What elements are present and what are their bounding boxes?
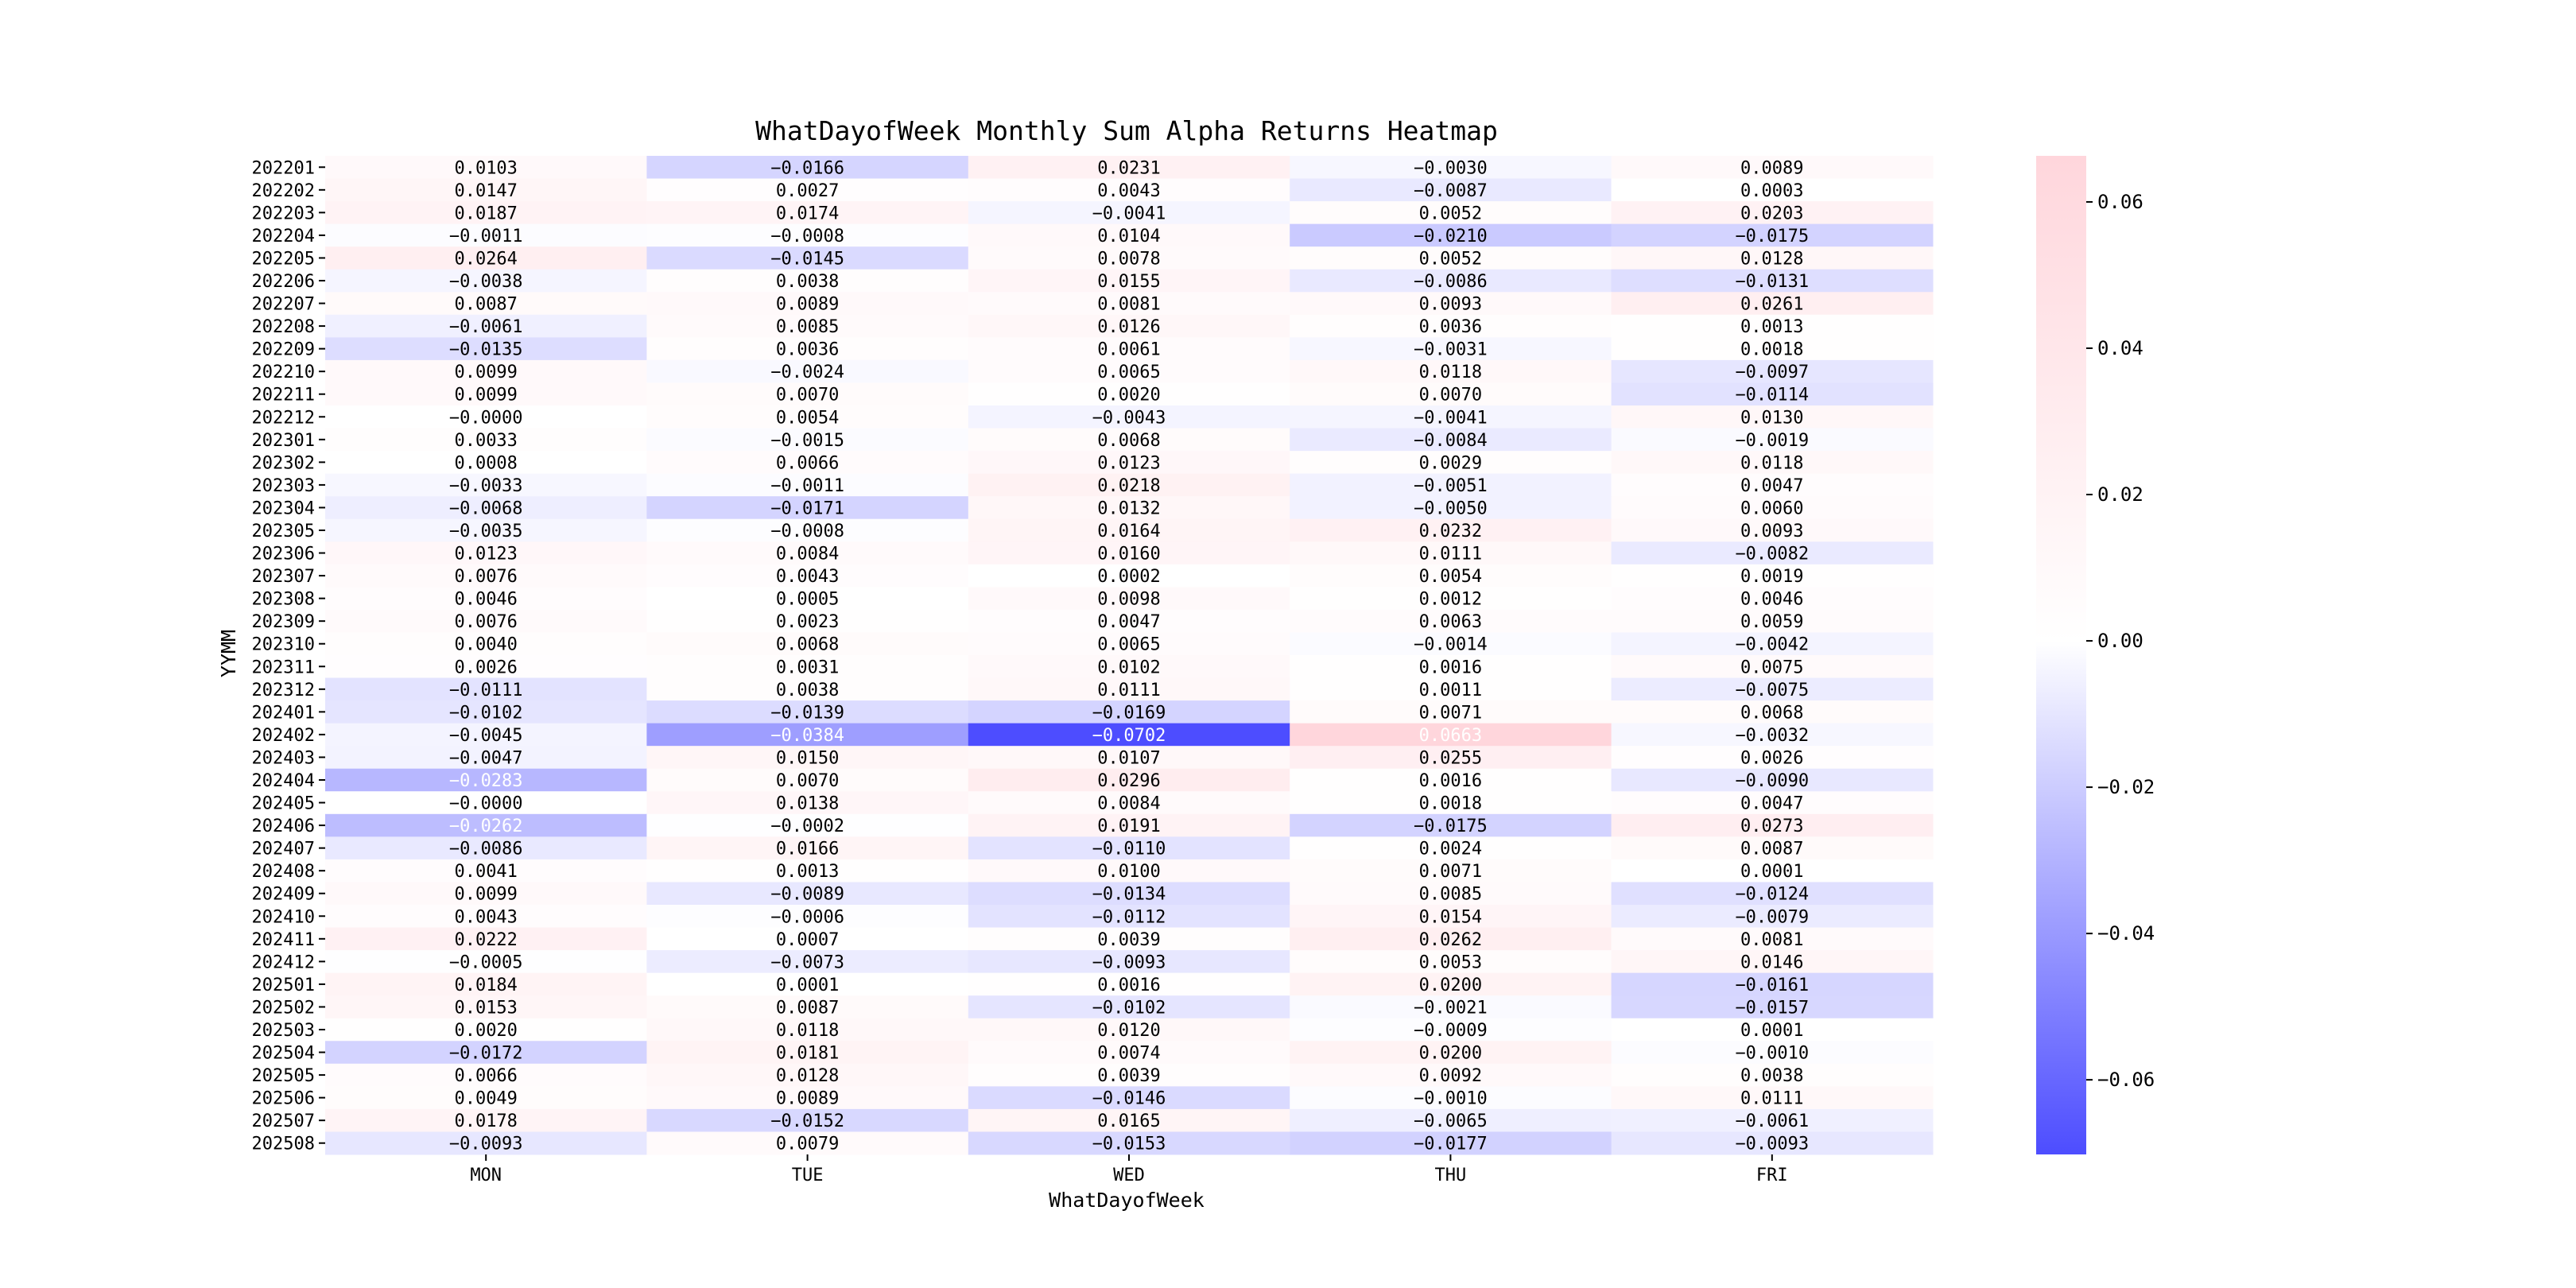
heatmap-cell-label: −0.0112 — [1092, 907, 1166, 928]
heatmap-cell-label: 0.0002 — [1097, 567, 1161, 588]
heatmap-cell-label: 0.0066 — [775, 453, 840, 474]
heatmap-cell-label: 0.0068 — [775, 634, 840, 655]
heatmap-cell-label: −0.0043 — [1092, 408, 1166, 429]
heatmap-cell-label: −0.0015 — [770, 430, 844, 451]
heatmap-cell-label: 0.0012 — [1418, 589, 1483, 610]
heatmap-cell-label: 0.0130 — [1740, 408, 1804, 429]
heatmap-cell-label: 0.0068 — [1740, 703, 1804, 724]
heatmap-cell-label: 0.0087 — [1740, 839, 1804, 859]
heatmap-cell-label: −0.0047 — [448, 748, 523, 769]
heatmap-cell-label: −0.0030 — [1414, 158, 1488, 179]
heatmap-cell-label: 0.0026 — [1740, 748, 1804, 769]
colorbar-tick-label: −0.02 — [2097, 776, 2155, 799]
y-tick-label: 202312 — [251, 680, 315, 700]
heatmap-cell-label: −0.0000 — [448, 408, 523, 429]
heatmap-cell-label: −0.0110 — [1092, 839, 1166, 859]
heatmap-cell-label: 0.0296 — [1097, 771, 1161, 791]
heatmap-cell-label: −0.0124 — [1735, 884, 1810, 905]
heatmap-cell-label: 0.0663 — [1418, 725, 1483, 746]
y-tick-label: 202310 — [251, 634, 315, 655]
heatmap-cell-label: 0.0078 — [1097, 249, 1161, 270]
heatmap-cell-label: 0.0128 — [775, 1066, 840, 1087]
heatmap-cell-label: 0.0049 — [454, 1088, 518, 1109]
y-tick-label: 202209 — [251, 339, 315, 360]
heatmap-cell-label: 0.0084 — [1097, 793, 1161, 814]
y-tick-label: 202411 — [251, 929, 315, 950]
heatmap-cell-label: −0.0093 — [1735, 1134, 1810, 1154]
heatmap-cell-label: 0.0053 — [1418, 952, 1483, 973]
x-tick-label: FRI — [1755, 1166, 1788, 1185]
heatmap-cell-label: 0.0089 — [775, 294, 840, 315]
heatmap-cell-label: 0.0111 — [1740, 1088, 1804, 1109]
y-axis-ticks — [252, 158, 325, 1154]
y-tick-label: 202211 — [251, 385, 315, 405]
y-tick-label: 202503 — [251, 1021, 315, 1041]
y-tick-label: 202301 — [251, 430, 315, 451]
colorbar-ticks — [2086, 191, 2155, 1091]
heatmap-cell-label: 0.0111 — [1097, 680, 1161, 700]
heatmap-cell-label: 0.0128 — [1740, 249, 1804, 270]
heatmap-cell-label: 0.0146 — [1740, 952, 1804, 973]
heatmap-cell-label: 0.0033 — [454, 430, 518, 451]
heatmap-cell-label: 0.0060 — [1740, 499, 1804, 519]
y-tick-label: 202508 — [251, 1134, 315, 1154]
heatmap-cell-label: −0.0283 — [448, 771, 523, 791]
heatmap-cell-label: 0.0001 — [775, 975, 840, 995]
heatmap-cell-label: 0.0054 — [1418, 567, 1483, 588]
heatmap-cell-label: 0.0066 — [454, 1066, 518, 1087]
heatmap-cell-label: −0.0111 — [448, 680, 523, 700]
heatmap-cell-label: −0.0161 — [1735, 975, 1810, 995]
y-tick-label: 202504 — [251, 1043, 315, 1064]
y-tick-label: 202203 — [251, 204, 315, 224]
heatmap-cell-label: 0.0153 — [454, 998, 518, 1018]
heatmap-cell-label: −0.0073 — [770, 952, 844, 973]
heatmap-cell-label: 0.0046 — [1740, 589, 1804, 610]
heatmap-cell-label: −0.0061 — [448, 317, 523, 338]
heatmap-cell-label: −0.0005 — [448, 952, 523, 973]
heatmap-cell-label: 0.0118 — [1418, 363, 1483, 383]
heatmap-cell-label: −0.0384 — [770, 725, 844, 746]
y-tick-label: 202502 — [251, 998, 315, 1018]
heatmap-cell-label: 0.0074 — [1097, 1043, 1161, 1064]
chart-title: WhatDayofWeek Monthly Sum Alpha Returns Heatmap — [755, 115, 1498, 146]
colorbar-tick-label: −0.04 — [2097, 922, 2155, 945]
heatmap-cell-label: 0.0231 — [1097, 158, 1161, 179]
y-tick-label: 202306 — [251, 544, 315, 564]
heatmap-cell-label: 0.0039 — [1097, 1066, 1161, 1087]
heatmap-cell-label: −0.0093 — [448, 1134, 523, 1154]
heatmap-cell-label: −0.0177 — [1414, 1134, 1488, 1154]
heatmap-cell-label: 0.0107 — [1097, 748, 1161, 769]
y-tick-label: 202309 — [251, 612, 315, 633]
heatmap-cell-label: 0.0085 — [775, 317, 840, 338]
heatmap-cell-label: 0.0008 — [454, 453, 518, 474]
y-tick-label: 202505 — [251, 1066, 315, 1087]
heatmap-cell-label: −0.0166 — [770, 158, 844, 179]
heatmap-cell-label: 0.0029 — [1418, 453, 1483, 474]
heatmap-cell-label: 0.0026 — [454, 658, 518, 678]
heatmap-cell-label: 0.0089 — [775, 1088, 840, 1109]
heatmap-cell-label: −0.0082 — [1735, 544, 1810, 564]
heatmap-cell-label: 0.0047 — [1097, 612, 1161, 633]
heatmap-cell-label: 0.0024 — [1418, 839, 1483, 859]
heatmap-cell-label: −0.0131 — [1735, 272, 1810, 292]
x-axis-label: WhatDayofWeek — [1049, 1189, 1205, 1212]
heatmap-cell-label: −0.0171 — [770, 499, 844, 519]
heatmap-cell-label: 0.0071 — [1418, 703, 1483, 724]
heatmap-cell-label: 0.0150 — [775, 748, 840, 769]
heatmap-cell-label: 0.0061 — [1097, 339, 1161, 360]
heatmap-cell-label: 0.0085 — [1418, 884, 1483, 905]
heatmap-cell-label: 0.0040 — [454, 634, 518, 655]
heatmap-cell-label: 0.0070 — [1418, 385, 1483, 405]
heatmap-cell-label: 0.0099 — [454, 363, 518, 383]
colorbar-tick-label: 0.02 — [2097, 483, 2143, 506]
heatmap-cell-label: 0.0111 — [1418, 544, 1483, 564]
y-tick-label: 202406 — [251, 817, 315, 837]
heatmap-cell-label: 0.0262 — [1418, 929, 1483, 950]
heatmap-cell-label: 0.0147 — [454, 180, 518, 201]
y-tick-label: 202501 — [251, 975, 315, 995]
y-tick-label: 202405 — [251, 793, 315, 814]
heatmap-cell-label: 0.0123 — [1097, 453, 1161, 474]
y-tick-label: 202304 — [251, 499, 315, 519]
heatmap-cell-label: −0.0114 — [1735, 385, 1810, 405]
heatmap-cell-label: −0.0006 — [770, 907, 844, 928]
heatmap-cell-label: 0.0016 — [1418, 658, 1483, 678]
heatmap-cell-label: −0.0102 — [448, 703, 523, 724]
heatmap-cell-label: −0.0065 — [1414, 1111, 1488, 1132]
heatmap-cell-label: 0.0126 — [1097, 317, 1161, 338]
heatmap-cell-label: 0.0166 — [775, 839, 840, 859]
heatmap-cell-label: 0.0203 — [1740, 204, 1804, 224]
heatmap-cell-label: −0.0086 — [1414, 272, 1488, 292]
heatmap-cell-label: −0.0153 — [1092, 1134, 1166, 1154]
y-tick-label: 202403 — [251, 748, 315, 769]
heatmap-cell-label: −0.0002 — [770, 817, 844, 837]
y-tick-label: 202412 — [251, 952, 315, 973]
y-tick-label: 202408 — [251, 862, 315, 883]
heatmap-cell-label: 0.0174 — [775, 204, 840, 224]
heatmap-cell-label: 0.0043 — [1097, 180, 1161, 201]
heatmap-cell-label: 0.0039 — [1097, 929, 1161, 950]
heatmap-cell-label: −0.0093 — [1092, 952, 1166, 973]
heatmap-cell-label: −0.0089 — [770, 884, 844, 905]
heatmap-cell-label: 0.0020 — [454, 1021, 518, 1041]
y-tick-label: 202308 — [251, 589, 315, 610]
heatmap-cell-label: 0.0047 — [1740, 793, 1804, 814]
heatmap-cell-label: 0.0103 — [454, 158, 518, 179]
heatmap-cell-label: −0.0045 — [448, 725, 523, 746]
heatmap-cell-label: −0.0102 — [1092, 998, 1166, 1018]
heatmap-cell-label: 0.0099 — [454, 884, 518, 905]
heatmap-cell-label: 0.0184 — [454, 975, 518, 995]
heatmap-cell-label: −0.0075 — [1735, 680, 1810, 700]
heatmap-cell-label: −0.0035 — [448, 522, 523, 541]
y-tick-label: 202204 — [251, 226, 315, 246]
heatmap-cell-label: −0.0042 — [1735, 634, 1810, 655]
heatmap-cell-label: 0.0102 — [1097, 658, 1161, 678]
heatmap-cell-label: 0.0036 — [775, 339, 840, 360]
heatmap-cell-label: 0.0261 — [1740, 294, 1804, 315]
heatmap-cell-label: 0.0016 — [1097, 975, 1161, 995]
heatmap-cell-label: −0.0146 — [1092, 1088, 1166, 1109]
heatmap-cell-label: −0.0157 — [1735, 998, 1810, 1018]
heatmap-cell-label: 0.0164 — [1097, 522, 1161, 541]
y-tick-label: 202311 — [251, 658, 315, 678]
heatmap-cell-label: −0.0262 — [448, 817, 523, 837]
heatmap-cell-label: 0.0138 — [775, 793, 840, 814]
y-tick-label: 202202 — [251, 180, 315, 201]
heatmap-cell-label: 0.0264 — [454, 249, 518, 270]
heatmap-cell-label: 0.0132 — [1097, 499, 1161, 519]
heatmap-cell-label: −0.0210 — [1414, 226, 1488, 246]
y-tick-label: 202303 — [251, 475, 315, 496]
heatmap-cell-label: −0.0172 — [448, 1043, 523, 1064]
heatmap-cell-label: −0.0019 — [1735, 430, 1810, 451]
heatmap-cell-label: 0.0001 — [1740, 1021, 1804, 1041]
heatmap-cell-label: 0.0255 — [1418, 748, 1483, 769]
y-tick-label: 202507 — [251, 1111, 315, 1132]
heatmap-cell-label: 0.0019 — [1740, 567, 1804, 588]
y-tick-label: 202506 — [251, 1088, 315, 1109]
y-tick-label: 202206 — [251, 272, 315, 292]
heatmap-cell-label: 0.0087 — [454, 294, 518, 315]
x-tick-label: MON — [470, 1166, 502, 1185]
heatmap-cell-label: 0.0020 — [1097, 385, 1161, 405]
heatmap-cell-label: 0.0098 — [1097, 589, 1161, 610]
x-tick-label: THU — [1434, 1166, 1467, 1185]
heatmap-cell-label: −0.0041 — [1092, 204, 1166, 224]
heatmap-cell-label: −0.0014 — [1414, 634, 1488, 655]
heatmap-cell-label: 0.0018 — [1740, 339, 1804, 360]
colorbar-tick-label: 0.04 — [2097, 336, 2143, 359]
heatmap-cell-label: 0.0154 — [1418, 907, 1483, 928]
y-tick-label: 202201 — [251, 158, 315, 179]
heatmap-cell-label: 0.0123 — [454, 544, 518, 564]
y-tick-label: 202212 — [251, 408, 315, 429]
heatmap-cell-label: 0.0155 — [1097, 272, 1161, 292]
y-axis-label: YYMM — [217, 629, 240, 678]
heatmap-cell-label: 0.0043 — [775, 567, 840, 588]
heatmap-cell-label: 0.0038 — [775, 680, 840, 700]
heatmap-cell-label: −0.0031 — [1414, 339, 1488, 360]
y-tick-label: 202407 — [251, 839, 315, 859]
heatmap-cell-label: −0.0021 — [1414, 998, 1488, 1018]
heatmap-cell-label: −0.0134 — [1092, 884, 1166, 905]
colorbar — [2036, 156, 2086, 1154]
heatmap-cell-label: 0.0181 — [775, 1043, 840, 1064]
x-tick-label: TUE — [791, 1166, 824, 1185]
heatmap-cell-label: 0.0273 — [1740, 817, 1804, 837]
heatmap-cell-label: −0.0702 — [1092, 725, 1166, 746]
heatmap-cell-label: 0.0100 — [1097, 862, 1161, 883]
heatmap-cell-label: 0.0118 — [1740, 453, 1804, 474]
heatmap-cell-label: 0.0165 — [1097, 1111, 1161, 1132]
heatmap-cell-label: 0.0043 — [454, 907, 518, 928]
heatmap-cell-label: −0.0010 — [1414, 1088, 1488, 1109]
heatmap-cell-label: 0.0070 — [775, 385, 840, 405]
heatmap-cell-label: 0.0200 — [1418, 1043, 1483, 1064]
heatmap-cell-label: 0.0093 — [1418, 294, 1483, 315]
y-tick-label: 202402 — [251, 725, 315, 746]
y-tick-label: 202305 — [251, 522, 315, 541]
heatmap-cell-label: −0.0009 — [1414, 1021, 1488, 1041]
heatmap-cell-label: −0.0000 — [448, 793, 523, 814]
heatmap-cell-label: −0.0061 — [1735, 1111, 1810, 1132]
heatmap-cell-label: −0.0139 — [770, 703, 844, 724]
heatmap-cell-label: 0.0099 — [454, 385, 518, 405]
heatmap-cell-label: −0.0033 — [448, 475, 523, 496]
heatmap-cell-label: −0.0152 — [770, 1111, 844, 1132]
heatmap-cell-label: 0.0187 — [454, 204, 518, 224]
heatmap-cell-label: 0.0052 — [1418, 204, 1483, 224]
heatmap-cell-label: 0.0023 — [775, 612, 840, 633]
heatmap-cell-label: 0.0052 — [1418, 249, 1483, 270]
heatmap-cell-label: −0.0175 — [1414, 817, 1488, 837]
heatmap-cell-label: 0.0092 — [1418, 1066, 1483, 1087]
colorbar-tick-label: 0.00 — [2097, 630, 2143, 653]
heatmap-cell-label: 0.0005 — [775, 589, 840, 610]
heatmap-cell-label: 0.0059 — [1740, 612, 1804, 633]
heatmap-cell-label: −0.0087 — [1414, 180, 1488, 201]
heatmap-cell-label: 0.0065 — [1097, 634, 1161, 655]
heatmap-cell-label: −0.0090 — [1735, 771, 1810, 791]
heatmap-cell-label: 0.0118 — [775, 1021, 840, 1041]
heatmap-cell-label: 0.0018 — [1418, 793, 1483, 814]
heatmap-cell-label: 0.0041 — [454, 862, 518, 883]
heatmap-cell-label: 0.0093 — [1740, 522, 1804, 541]
x-axis-ticks — [470, 1154, 1787, 1185]
heatmap-cell-label: 0.0001 — [1740, 862, 1804, 883]
heatmap-cell-label: −0.0008 — [770, 522, 844, 541]
heatmap-cell-label: 0.0071 — [1418, 862, 1483, 883]
heatmap-cell-label: 0.0016 — [1418, 771, 1483, 791]
heatmap-cell-label: 0.0120 — [1097, 1021, 1161, 1041]
heatmap-cell-label: −0.0024 — [770, 363, 844, 383]
y-tick-label: 202208 — [251, 317, 315, 338]
heatmap-cell-label: 0.0104 — [1097, 226, 1161, 246]
heatmap-cell-label: 0.0178 — [454, 1111, 518, 1132]
heatmap-cell-label: −0.0011 — [448, 226, 523, 246]
heatmap-cell-label: 0.0191 — [1097, 817, 1161, 837]
heatmap-cell-label: 0.0054 — [775, 408, 840, 429]
heatmap-cell-label: 0.0218 — [1097, 475, 1161, 496]
heatmap-cell-label: −0.0051 — [1414, 475, 1488, 496]
x-tick-label: WED — [1113, 1166, 1145, 1185]
heatmap-cell-label: −0.0032 — [1735, 725, 1810, 746]
y-tick-label: 202207 — [251, 294, 315, 315]
heatmap-cell-label: 0.0013 — [1740, 317, 1804, 338]
y-tick-label: 202401 — [251, 703, 315, 724]
heatmap-cell-label: 0.0038 — [775, 272, 840, 292]
heatmap-cell-label: 0.0011 — [1418, 680, 1483, 700]
heatmap-cell-label: −0.0145 — [770, 249, 844, 270]
heatmap-cell-label: −0.0011 — [770, 475, 844, 496]
heatmap-cell-label: 0.0036 — [1418, 317, 1483, 338]
heatmap-cell-label: 0.0075 — [1740, 658, 1804, 678]
heatmap-cell-label: −0.0169 — [1092, 703, 1166, 724]
heatmap-cell-label: 0.0007 — [775, 929, 840, 950]
heatmap-cell-label: 0.0076 — [454, 567, 518, 588]
heatmap-cell-label: 0.0200 — [1418, 975, 1483, 995]
heatmap-cell-label: −0.0079 — [1735, 907, 1810, 928]
y-tick-label: 202409 — [251, 884, 315, 905]
heatmap-cell-label: −0.0068 — [448, 499, 523, 519]
heatmap-cell-label: 0.0046 — [454, 589, 518, 610]
heatmap-cell-label: −0.0084 — [1414, 430, 1488, 451]
heatmap-cell-label: 0.0031 — [775, 658, 840, 678]
heatmap-cell-label: 0.0013 — [775, 862, 840, 883]
heatmap-cell-label: −0.0010 — [1735, 1043, 1810, 1064]
y-tick-label: 202210 — [251, 363, 315, 383]
y-tick-label: 202205 — [251, 249, 315, 270]
y-tick-label: 202307 — [251, 567, 315, 588]
heatmap-cell-label: 0.0047 — [1740, 475, 1804, 496]
heatmap-cell-label: −0.0135 — [448, 339, 523, 360]
colorbar-tick-label: −0.06 — [2097, 1069, 2155, 1092]
heatmap-cell-label: 0.0070 — [775, 771, 840, 791]
heatmap-cell-label: −0.0097 — [1735, 363, 1810, 383]
heatmap-cell-label: 0.0081 — [1097, 294, 1161, 315]
heatmap-cell-label: −0.0086 — [448, 839, 523, 859]
heatmap-cell-label: −0.0050 — [1414, 499, 1488, 519]
colorbar-tick-label: 0.06 — [2097, 190, 2143, 213]
heatmap-cell-label: 0.0089 — [1740, 158, 1804, 179]
heatmap-cell-label: 0.0079 — [775, 1134, 840, 1154]
heatmap-cell-label: 0.0065 — [1097, 363, 1161, 383]
heatmap-cell-label: 0.0222 — [454, 929, 518, 950]
heatmap-cell-label: 0.0084 — [775, 544, 840, 564]
heatmap-cell-label: 0.0087 — [775, 998, 840, 1018]
heatmap-cell-label: 0.0038 — [1740, 1066, 1804, 1087]
heatmap-cell-label: 0.0063 — [1418, 612, 1483, 633]
heatmap-cell-label: 0.0068 — [1097, 430, 1161, 451]
y-tick-label: 202410 — [251, 907, 315, 928]
heatmap-cell-label: −0.0038 — [448, 272, 523, 292]
heatmap-cell-label: 0.0160 — [1097, 544, 1161, 564]
heatmap-cell-label: −0.0008 — [770, 226, 844, 246]
heatmap-cell-label: 0.0003 — [1740, 180, 1804, 201]
heatmap-cell-label: 0.0081 — [1740, 929, 1804, 950]
y-tick-label: 202302 — [251, 453, 315, 474]
y-tick-label: 202404 — [251, 771, 315, 791]
heatmap-cell-label: 0.0232 — [1418, 522, 1483, 541]
heatmap-cell-label: 0.0076 — [454, 612, 518, 633]
heatmap-cell-label: −0.0041 — [1414, 408, 1488, 429]
heatmap-cell-label: 0.0027 — [775, 180, 840, 201]
heatmap-cell-label: −0.0175 — [1735, 226, 1810, 246]
